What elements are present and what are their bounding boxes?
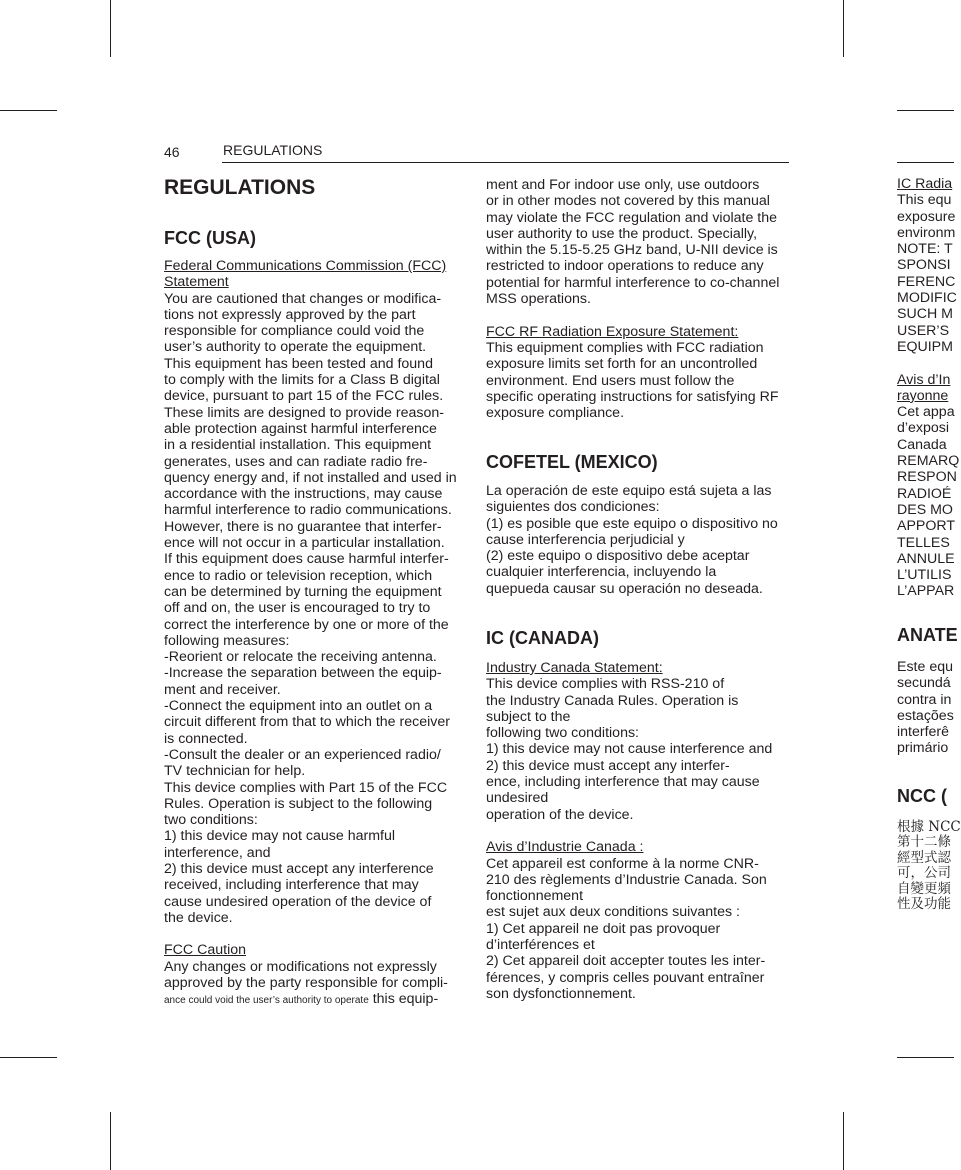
text-line: RESPON <box>897 469 957 486</box>
text-line: two conditions: <box>164 812 258 829</box>
text-line: 1) this device may not cause interference and <box>486 741 773 758</box>
anatel-body <box>897 659 954 757</box>
text-line: Canada <box>897 436 947 453</box>
ic-statement-title: Industry Canada Statement: <box>486 660 663 676</box>
crop-mark <box>110 0 111 57</box>
text-line: cualquier interferencia, incluyendo la <box>486 564 717 581</box>
text-line: received, including interference that may <box>164 877 419 894</box>
fcc-rf-body <box>486 340 779 421</box>
text-line: secundá <box>897 675 951 692</box>
text-line: siguientes dos condiciones: <box>486 499 660 516</box>
text-line: est sujet aux deux conditions suivantes : <box>486 904 740 921</box>
text-line: This equipment complies with FCC radiation <box>486 339 764 356</box>
text-line: Este equ <box>897 659 954 675</box>
next-page-column <box>897 176 960 600</box>
text-line: This equ <box>897 192 952 209</box>
text-line: estações <box>897 707 954 724</box>
column-middle <box>486 177 779 421</box>
fcc-statement-body <box>164 291 457 927</box>
page-number: 46 <box>164 144 180 160</box>
text-line: However, there is no guarantee that interfer- <box>164 518 442 535</box>
text-line: 經型式認 <box>897 849 951 866</box>
text-line: within the 5.15-5.25 GHz band, U-NII device is <box>486 242 778 259</box>
ic-avis-title: Avis d’Industrie Canada : <box>486 839 644 856</box>
text-line: primário <box>897 740 949 757</box>
crop-mark <box>0 110 57 111</box>
text-line: the Industry Canada Rules. Operation is <box>486 692 739 709</box>
text-line: user authority to use the product. Specially, <box>486 225 758 242</box>
text-line: -Consult the dealer or an experienced radio/ <box>164 746 441 763</box>
text-line: exposure <box>897 208 956 225</box>
text-line: EQUIPM <box>897 338 953 355</box>
text-line: 2) this device must accept any interfer- <box>486 757 730 774</box>
ic-radia-title: IC Radia <box>897 176 953 192</box>
text-line: -Reorient or relocate the receiving antenna. <box>164 649 437 666</box>
text-line: 第十二條 <box>897 834 951 851</box>
text-line: Rules. Operation is subject to the following <box>164 795 433 812</box>
text-line: ANNULE <box>897 550 955 567</box>
avis-title: Avis d’In <box>897 371 951 388</box>
text-line: ence will not occur in a particular installation. <box>164 535 445 552</box>
text-line: ence to radio or television reception, which <box>164 567 433 584</box>
cofetel-heading: COFETEL (MEXICO) <box>486 452 658 472</box>
running-head: REGULATIONS <box>223 142 323 158</box>
avis-title: rayonne <box>897 387 949 404</box>
text-line: If this equipment does cause harmful interfer- <box>164 551 449 568</box>
ic-body <box>486 660 772 1002</box>
text-line: cause interferencia perjudicial y <box>486 531 685 548</box>
text-line: accordance with the instructions, may cause <box>164 486 443 503</box>
text-line: contra in <box>897 691 952 708</box>
text-line: 性及功能 <box>897 896 951 913</box>
text-line: (1) es posible que este equipo o dispositivo no <box>486 515 778 532</box>
text-line: (2) este equipo o dispositivo debe aceptar <box>486 548 750 565</box>
header-rule <box>222 162 789 163</box>
crop-mark <box>897 110 954 111</box>
page-title: REGULATIONS <box>164 176 316 199</box>
crop-mark <box>0 1057 57 1058</box>
text-line: APPORT <box>897 518 956 535</box>
text-line: ence, including interference that may cause <box>486 774 760 791</box>
text-line: off and on, the user is encouraged to try to <box>164 600 431 617</box>
text-line: quepueda causar su operación no deseada. <box>486 580 763 597</box>
text-line: This device complies with Part 15 of the FCC <box>164 779 448 796</box>
text-line: 1) Cet appareil ne doit pas provoquer <box>486 920 721 937</box>
text-line: able protection against harmful interference <box>164 420 437 437</box>
text-line: following two conditions: <box>486 725 639 742</box>
text-line: son dysfonctionnement. <box>486 985 636 1002</box>
text-line: REMARQ <box>897 453 960 470</box>
crop-mark <box>110 1112 111 1170</box>
text-line: device, pursuant to part 15 of the FCC rules. <box>164 388 444 405</box>
text-line: You are cautioned that changes or modifica- <box>164 290 442 307</box>
text-line: in a residential installation. This equipment <box>164 437 432 454</box>
text-line: This device complies with RSS-210 of <box>486 676 725 693</box>
text-line: interferê <box>897 724 950 741</box>
text-line: cause undesired operation of the device of <box>164 893 432 910</box>
text-line-small: ance could void the user’s authority to operate <box>164 995 369 1007</box>
text-line: ment and receiver. <box>164 681 281 698</box>
text-line: potential for harmful interference to co-channel <box>486 274 780 291</box>
text-line: RADIOÉ <box>897 485 952 502</box>
fcc-statement-title: Federal Communications Commission (FCC) <box>164 258 447 274</box>
text-line: quency energy and, if not installed and used in <box>164 469 457 486</box>
text-line: Cet appareil est conforme à la norme CNR- <box>486 855 759 872</box>
ic-heading: IC (CANADA) <box>486 628 599 648</box>
crop-mark <box>843 0 844 57</box>
text-line: -Connect the equipment into an outlet on a <box>164 698 433 715</box>
anatel-heading: ANATE <box>897 625 958 645</box>
text-line: the device. <box>164 909 233 926</box>
text-line: or in other modes not covered by this manual <box>486 193 770 210</box>
text-line: -Increase the separation between the equip- <box>164 665 442 682</box>
fcc-caution-title: FCC Caution <box>164 942 247 959</box>
text-line: 自變更頻 <box>897 880 951 897</box>
text-line: DES MO <box>897 501 953 518</box>
text-line: to comply with the limits for a Class B digital <box>164 372 440 389</box>
text-line: Any changes or modifications not expressly <box>164 958 437 975</box>
text-line: this equip- <box>368 991 439 1008</box>
text-line: These limits are designed to provide reason- <box>164 404 444 421</box>
cofetel-body <box>486 483 778 597</box>
text-line: may violate the FCC regulation and violate the <box>486 209 778 226</box>
text-line: MODIFIC <box>897 290 957 307</box>
text-line: following measures: <box>164 632 290 649</box>
text-line: La operación de este equipo está sujeta a las <box>486 483 772 499</box>
text-line: TV technician for help. <box>164 763 306 780</box>
text-line: 2) this device must accept any interference <box>164 860 434 877</box>
text-line: operation of the device. <box>486 806 634 823</box>
crop-mark <box>843 1112 844 1170</box>
text-line: SUCH M <box>897 306 953 323</box>
text-line: user’s authority to operate the equipment. <box>164 339 427 356</box>
text-line: TELLES <box>897 534 950 551</box>
text-line: ment and For indoor use only, use outdoors <box>486 177 760 193</box>
crop-mark <box>897 1057 954 1058</box>
text-line: exposure limits set forth for an uncontrolled <box>486 356 758 373</box>
text-line: d’interférences et <box>486 937 595 954</box>
text-line: correct the interference by one or more of the <box>164 616 449 633</box>
text-line: environm <box>897 224 956 241</box>
text-line: is connected. <box>164 730 248 747</box>
text-line: undesired <box>486 790 549 807</box>
ncc-heading: NCC ( <box>897 786 947 806</box>
text-line: férences, y compris celles pouvant entraîner <box>486 969 765 986</box>
ncc-body <box>897 819 961 913</box>
text-line: FERENC <box>897 273 956 290</box>
text-line: MSS operations. <box>486 291 591 308</box>
text-line: tions not expressly approved by the part <box>164 306 416 323</box>
fcc-caution-body <box>486 177 779 307</box>
text-line: approved by the party responsible for compli- <box>164 975 448 992</box>
text-line: 1) this device may not cause harmful <box>164 828 396 845</box>
text-line: specific operating instructions for satisfying RF <box>486 388 779 405</box>
text-line: SPONSI <box>897 257 951 274</box>
text-line: Cet appa <box>897 404 955 421</box>
text-line: 可，公司 <box>897 865 951 882</box>
text-line: d’exposi <box>897 420 950 437</box>
text-line: restricted to indoor operations to reduce any <box>486 258 764 275</box>
column-left <box>164 258 457 1010</box>
text-line: subject to the <box>486 708 571 725</box>
text-line: 根據 NCC <box>897 819 961 835</box>
text-line: interference, and <box>164 844 271 861</box>
header-rule-next-page <box>897 162 954 163</box>
text-line: L’UTILIS <box>897 567 952 584</box>
text-line: responsible for compliance could void the <box>164 323 425 340</box>
text-line: can be determined by turning the equipment <box>164 583 442 600</box>
text-line: generates, uses and can radiate radio fre- <box>164 453 428 470</box>
text-line: This equipment has been tested and found <box>164 355 433 372</box>
fcc-statement-title: Statement <box>164 274 229 291</box>
fcc-rf-title: FCC RF Radiation Exposure Statement: <box>486 323 739 340</box>
text-line: L’APPAR <box>897 583 955 600</box>
text-line: exposure compliance. <box>486 405 625 422</box>
text-line: circuit different from that to which the receiver <box>164 714 450 731</box>
text-line: 210 des règlements d’Industrie Canada. Son <box>486 871 767 888</box>
text-line: NOTE: T <box>897 241 953 258</box>
text-line: 2) Cet appareil doit accepter toutes les inter- <box>486 953 766 970</box>
text-line: environment. End users must follow the <box>486 372 735 389</box>
text-line: USER’S <box>897 322 950 339</box>
fcc-heading: FCC (USA) <box>164 228 256 248</box>
text-line: fonctionnement <box>486 888 584 905</box>
text-line: harmful interference to radio communications. <box>164 502 452 519</box>
